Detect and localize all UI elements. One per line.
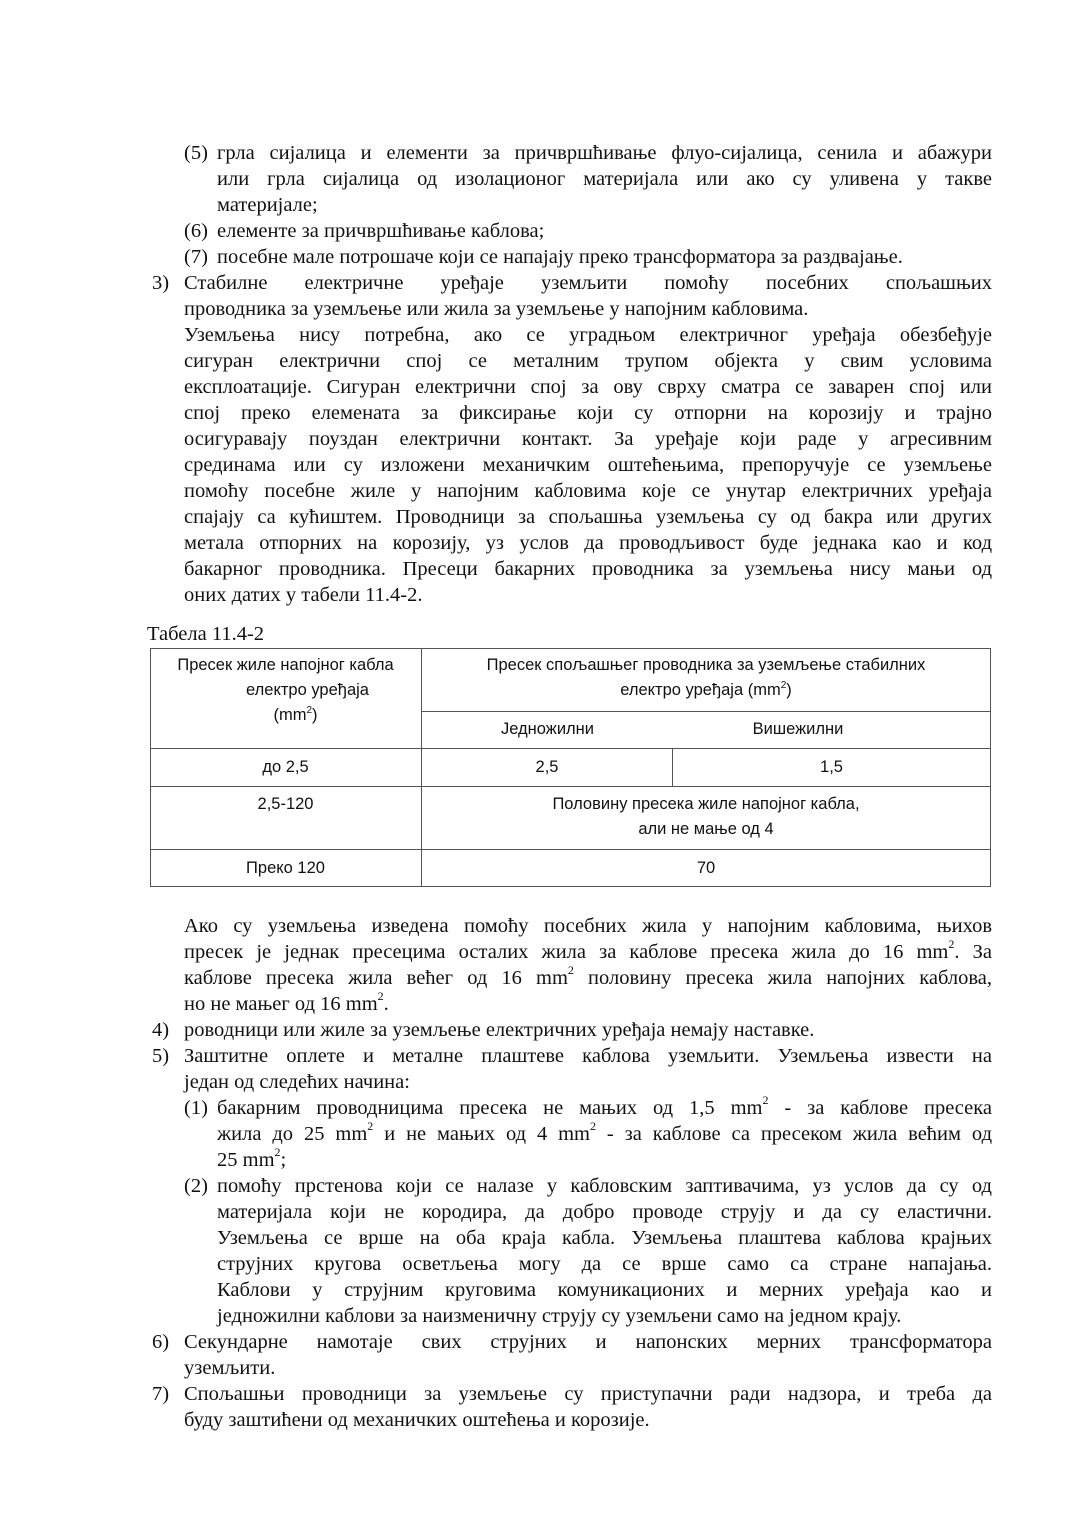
table-cell-merged: Половину пресека жиле напојног кабла, али не мање од 4 [552,795,860,838]
subitem-text: елементе за причвршћивање каблова; [217,220,545,242]
list-item [152,1173,992,1199]
item-text: проводника за уземљење или жила за уземљење у напојним кабловима. [184,298,809,320]
item-text: роводници или жиле за уземљење електричних уређаја немају наставке. [184,1019,815,1041]
item-text: Спољашњи проводници за уземљење су приступачни ради надзора, и треба да [184,1383,992,1405]
paragraph-line: срединама или су изложени механичким оштећењима, препоручује се уземљење [184,454,992,476]
table-cell-multi: 1,5 [820,758,843,776]
subitem-text: бакарним проводницима пресека не мањих од 1,5 $mm^2$ - за каблове пресека [217,1093,992,1119]
subitem-number: (2) [184,1175,208,1197]
paragraph-line: сигуран електрични спој се металним трупом објекта у свим условима [184,350,992,372]
list-item [152,140,992,166]
table-divider [150,786,991,787]
item-text: буду заштићени од механичких оштећења и корозије. [184,1409,650,1431]
table-cell-single: 2,5 [535,758,559,776]
item-text: Заштитне оплете и металне плаштеве каблова уземљити. Уземљења извести на [184,1045,992,1067]
item-number: 7) [152,1383,170,1405]
subitem-text: посебне мале потрошаче који се напајају преко трансформатора за раздвајање. [217,246,903,268]
list-item [152,218,992,244]
paragraph-line: но не мањег од 16 $mm^2$. [184,989,389,1015]
header-cell-single-core: Једножилни [500,720,594,738]
table-border [150,648,991,649]
list-item [152,1017,992,1043]
table-divider [150,849,991,850]
item-number: 6) [152,1331,170,1353]
item-number: 3) [152,272,170,294]
subitem-text: грла сијалица и елементи за причвршћивање флуо-сијалица, сенила и абажури [217,142,992,164]
subitem-number: (7) [184,246,208,268]
item-text: један од следећих начина: [184,1071,410,1093]
subitem-text: материјале; [217,194,318,216]
subitem-list-intro [152,140,992,608]
subitem-number: (6) [184,220,208,242]
subitem-number: (5) [184,142,208,164]
header-cell-multi-core: Вишежилни [752,720,844,738]
paragraph-line: осигуравају поуздан електрични контакт. За уређаје који раде у агресивним [184,428,992,450]
subitem-text: Каблови у струјним круговима комуникационих и мерних уређаја као и [217,1279,992,1301]
header-cell-external-conductor: Пресек спољашњег проводника за уземљење стабилних електро уређаја $(mm^2)$ [486,656,926,699]
table-cell-range: Преко 120 [246,859,325,877]
item-text: Стабилне електричне уређаје уземљити помоћу посебних спољашњих [184,272,992,294]
list-item [152,244,992,270]
list-item [152,1329,992,1355]
paragraph-line: експлоатације. Сигуран електрични спој за ову сврху сматра се заварен спој или [184,376,992,398]
paragraph-line: бакарног проводника. Пресеци бакарних проводника за уземљења нису мањи од [184,558,992,580]
subitem-text: материјала који не кородира, да добро проводе струју и да су еластични. [217,1201,992,1223]
subitem-number: (1) [184,1097,208,1119]
table-border [150,886,991,887]
table-border [990,648,991,887]
list-item [152,1381,992,1407]
subitem-text: Уземљења се врше на оба краја кабла. Уземљења плаштева каблова крајњих [217,1227,992,1249]
item-number: 5) [152,1045,170,1067]
paragraph-line: пресек је једнак пресецима осталих жила за каблове пресека жила до 16 $mm^2$. За [184,937,993,963]
subitem-text: једножилни каблови за наизменичну струју су уземљени само на једном крају. [217,1305,902,1327]
subitem-text: или грла сијалица од изолационог материјала или ако су уливена у такве [217,168,992,190]
grounding-table [150,648,991,887]
list-item [152,270,992,296]
subitem-text: 25 $mm^2$; [217,1145,287,1171]
table-divider [150,748,991,749]
item-text: Секундарне намотаје свих струјних и напонских мерних трансформатора [184,1331,992,1353]
subitem-text: струјних кругова осветљења могу да се врше само са стране напајања. [217,1253,992,1275]
paragraph-line: помоћу посебне жиле у напојним кабловима које се унутар електричних уређаја [184,480,992,502]
paragraph-line: оних датих у табели 11.4-2. [184,584,423,606]
subitem-text: помоћу прстенова који се налазе у кабловским заптивачима, уз услов да су од [217,1175,992,1197]
paragraph-line: спајају са кућиштем. Проводници за спољашња уземљења су од бакра или других [184,506,992,528]
list-item [152,1095,992,1121]
header-cell-conductor-section: Пресек жиле напојног кабла електро уређаја $(mm^2)$ [177,656,394,724]
paragraph-line: каблове пресека жила већег од 16 $mm^2$ половину пресека жила напојних каблова, [184,963,992,989]
table-divider [421,711,991,712]
after-table-section [152,913,992,1433]
item-number: 4) [152,1019,170,1041]
list-item [152,1043,992,1069]
item-text: уземљити. [184,1357,276,1379]
paragraph-line: Ако су уземљења изведена помоћу посебних жила у напојним кабловима, њихов [184,915,992,937]
table-cell-range: до 2,5 [262,758,309,776]
table-cell-merged: 70 [696,859,716,877]
paragraph-line: метала отпорних на корозију, уз услов да проводљивост буде једнака као и код [184,532,992,554]
table-cell-range: 2,5-120 [257,795,314,813]
paragraph-line: спој преко елемената за фиксирање који су отпорни на корозију и трајно [184,402,992,424]
table-caption: Табела 11.4-2 [147,623,265,645]
paragraph-line: Уземљења нису потребна, ако се уградњом електричног уређаја обезбеђује [184,324,992,346]
subitem-text: жила до 25 $mm^2$ и не мањих од 4 $mm^2$ - за каблове са пресеком жила већим од [217,1119,992,1145]
